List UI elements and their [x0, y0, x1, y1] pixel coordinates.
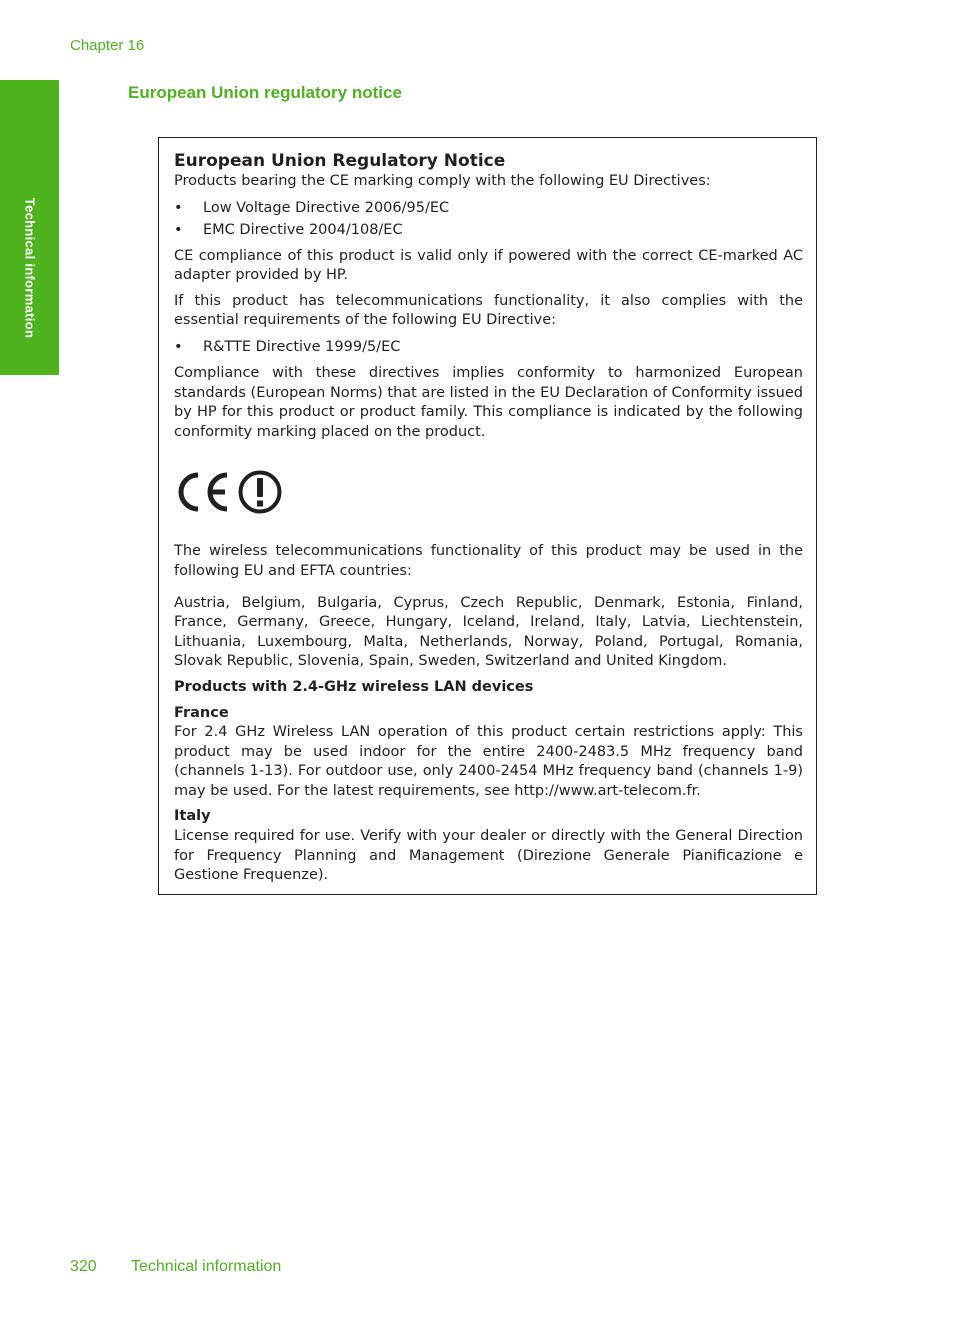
directive-list: [174, 197, 803, 241]
footer-label: Technical information: [131, 1258, 282, 1275]
conformity-marks: [174, 467, 803, 517]
ce-mark-icon: [174, 469, 286, 515]
telecom-intro-text: If this product has telecommunications functionality, it also complies with the essential requirements of the following EU Directive:: [174, 292, 803, 329]
section-title: European Union regulatory notice: [128, 83, 402, 102]
list-item: • EMC Directive 2004/108/EC: [174, 219, 803, 241]
italy-heading: Italy: [174, 808, 211, 825]
notice-box: [158, 137, 817, 895]
france-text: For 2.4 GHz Wireless LAN operation of this product certain restrictions apply: This product may be used indoor for the entire 2400-2483.5 MHz frequency band (channels 1-13). For outdoor use, only 2400-2454 MHz frequency band (channels 1-9) may be used. For the latest requirements, see http://www.art-telecom.fr.: [174, 724, 803, 799]
conformity-text: Compliance with these directives implies conformity to harmonized European standards (European Norms) that are listed in the EU Declaration of Conformity issued by HP for this product or product family. This compliance is indicated by the following conformity marking placed on the product.: [174, 364, 803, 440]
intro-text: Products bearing the CE marking comply with the following EU Directives:: [174, 173, 711, 189]
wireless-intro-text: The wireless telecommunications functionality of this product may be used in the following EU and EFTA countries:: [174, 543, 803, 579]
list-item: • R&TTE Directive 1999/5/EC: [174, 336, 803, 358]
notice-title: European Union Regulatory Notice: [174, 151, 506, 171]
page-number: 320: [70, 1258, 97, 1275]
italy-text: License required for use. Verify with your dealer or directly with the General Direction for Frequency Planning and Management (Direzione Generale Pianificazione e Gestione Frequenze).: [174, 828, 803, 884]
exclamation-circle-icon: [241, 473, 280, 512]
ce-compliance-text: CE compliance of this product is valid only if powered with the correct CE-marked AC adapter provided by HP.: [174, 247, 803, 284]
telecom-directive-list: [174, 336, 803, 358]
side-tab: [0, 80, 59, 375]
chapter-label: Chapter 16: [70, 37, 145, 54]
wlan-heading: Products with 2.4-GHz wireless LAN devices: [174, 678, 534, 695]
france-heading: France: [174, 704, 229, 721]
list-item: • Low Voltage Directive 2006/95/EC: [174, 197, 803, 219]
countries-text: Austria, Belgium, Bulgaria, Cyprus, Czech Republic, Denmark, Estonia, Finland, France, Germany, Greece, Hungary, Iceland, Ireland, Italy, Latvia, Liechtenstein, Lithuania, Luxembourg, Malta, Netherlands, Norway, Poland, Portugal, Romania, Slovak Republic, Slovenia, Spain, Sweden, Switzerland and United Kingdom.: [174, 594, 803, 670]
side-tab-label: Technical information: [22, 197, 38, 339]
